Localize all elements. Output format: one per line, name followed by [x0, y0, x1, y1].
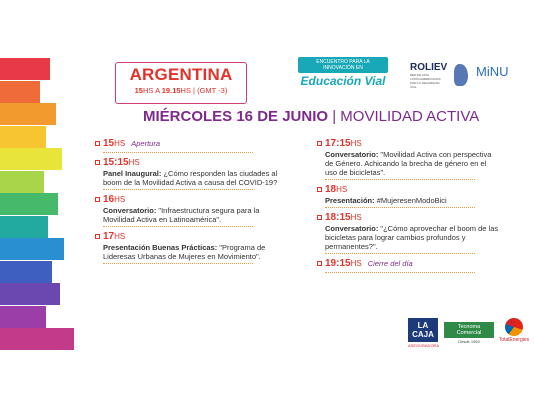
schedule-time: [325, 184, 500, 196]
time-value: 16: [103, 194, 115, 205]
page-title: [143, 108, 479, 125]
description-text: #MujeresenModoBici: [374, 196, 447, 205]
schedule-description: [103, 243, 278, 261]
rainbow-stripe: [0, 238, 64, 260]
roliev-logo-sub: RED DE ONG LATINOAMERICANAS POR LA SEGURIDAD VIAL: [410, 73, 441, 89]
rainbow-stripe: [0, 148, 62, 170]
rainbow-stripes: [0, 58, 80, 350]
time-unit: HS: [128, 158, 140, 167]
bullet-icon: [317, 187, 322, 192]
schedule-item: [103, 194, 278, 227]
rainbow-stripe: [0, 103, 56, 125]
la-caja-logo-text: LA CAJA: [408, 318, 438, 342]
time-value: 18: [325, 184, 337, 195]
time-value: 18:15: [325, 212, 351, 223]
schedule-item: [103, 157, 278, 190]
description-text: "Movilidad Activa con perspectiva de Género. Achicando la brecha de género en el uso de bicicletas".: [325, 150, 492, 177]
bullet-icon: [95, 160, 100, 165]
minu-logo: MiNU: [476, 64, 509, 79]
dotted-divider: [325, 207, 475, 208]
description-type: Conversatorio:: [325, 150, 379, 159]
schedule-time: [325, 258, 500, 270]
rainbow-stripe: [0, 283, 60, 305]
description-text: "Infraestructura segura para la Movilidad Activa en Latinoamérica".: [103, 206, 260, 224]
title-date: MIÉRCOLES 16 DE JUNIO: [143, 108, 329, 125]
la-caja-logo: [408, 318, 438, 348]
title-separator: |: [332, 108, 337, 125]
time-value: 17:15: [325, 138, 351, 149]
la-caja-logo-sub: ASEGURADORA: [408, 343, 440, 348]
time-value: 15:15: [103, 157, 129, 168]
left-schedule: [103, 138, 278, 268]
schedule-time: [103, 138, 278, 150]
totalenergies-text: TotalEnergies: [498, 337, 530, 343]
time-value: 15: [103, 138, 115, 149]
dotted-divider: [325, 253, 475, 254]
educacion-vial-logo-main: Educación Vial: [300, 74, 386, 88]
schedule-item: [325, 184, 500, 208]
description-type: Presentación Buenas Prácticas:: [103, 243, 218, 252]
rainbow-stripe: [0, 193, 58, 215]
description-text: "Programa de Lideresas Urbanas de Mujeres en Movimiento".: [103, 243, 266, 261]
bullet-icon: [95, 197, 100, 202]
bullet-icon: [95, 141, 100, 146]
time-value: 17: [103, 231, 115, 242]
educacion-vial-logo-top: ENCUENTRO PARA LA INNOVACIÓN EN: [298, 57, 388, 73]
dotted-divider: [325, 179, 475, 180]
schedule-label: Apertura: [131, 139, 161, 148]
rainbow-stripe: [0, 306, 46, 328]
schedule-description: [103, 169, 278, 187]
schedule-description: [325, 196, 500, 205]
time-unit: HS: [350, 259, 362, 268]
roliev-logo: [410, 62, 472, 90]
totalenergies-logo: [497, 318, 531, 343]
schedule-label: Cierre del día: [367, 259, 413, 268]
time-unit: HS: [336, 185, 348, 194]
title-topic: MOVILIDAD ACTIVA: [340, 108, 480, 125]
schedule-time: [103, 194, 278, 206]
rainbow-stripe: [0, 58, 50, 80]
description-type: Conversatorio:: [325, 224, 379, 233]
hours-label: 15HS A 19.15HS | (GMT -3): [134, 86, 228, 95]
time-unit: HS: [350, 213, 362, 222]
schedule-description: [325, 224, 500, 251]
rainbow-stripe: [0, 261, 52, 283]
description-type: Presentación:: [325, 196, 375, 205]
tecnoma-logo: [444, 322, 494, 344]
schedule-time: [325, 212, 500, 224]
bullet-icon: [95, 234, 100, 239]
tecnoma-logo-text: Tecnoma Comercial: [444, 322, 494, 338]
schedule-item: [103, 138, 278, 153]
rainbow-stripe: [0, 81, 40, 103]
educacion-vial-logo: [298, 57, 388, 91]
country-label: ARGENTINA: [129, 65, 233, 84]
rainbow-stripe: [0, 328, 74, 350]
description-text: ¿Cómo responden las ciudades al boom de la Movilidad Activa a causa del COVID-19?: [103, 169, 278, 187]
rainbow-stripe: [0, 171, 44, 193]
rainbow-stripe: [0, 216, 48, 238]
schedule-item: [103, 231, 278, 264]
bullet-icon: [317, 261, 322, 266]
description-text: "¿Cómo aprovechar el boom de las bicicletas para lograr cambios profundos y permanentes?".: [325, 224, 499, 251]
dotted-divider: [325, 272, 475, 273]
schedule-item: [325, 258, 500, 273]
dotted-divider: [103, 152, 253, 153]
location-box: [115, 62, 247, 104]
time-unit: HS: [114, 139, 126, 148]
schedule-item: [325, 138, 500, 180]
dotted-divider: [103, 226, 253, 227]
time-unit: HS: [350, 139, 362, 148]
time-value: 19:15: [325, 258, 351, 269]
right-schedule: [325, 138, 500, 277]
description-type: Conversatorio:: [103, 206, 157, 215]
latin-america-map-icon: [454, 64, 468, 86]
dotted-divider: [103, 189, 253, 190]
schedule-description: [103, 206, 278, 224]
description-type: Panel Inaugural:: [103, 169, 162, 178]
totalenergies-icon: [505, 318, 523, 336]
schedule-time: [325, 138, 500, 150]
bullet-icon: [317, 141, 322, 146]
roliev-logo-text: ROLIEV: [410, 62, 448, 73]
schedule-time: [103, 231, 278, 243]
schedule-item: [325, 212, 500, 254]
time-unit: HS: [114, 232, 126, 241]
tecnoma-logo-sub: Desde 1963: [458, 339, 480, 344]
bullet-icon: [317, 215, 322, 220]
schedule-time: [103, 157, 278, 169]
time-unit: HS: [114, 195, 126, 204]
dotted-divider: [103, 263, 253, 264]
rainbow-stripe: [0, 126, 46, 148]
schedule-description: [325, 150, 500, 177]
